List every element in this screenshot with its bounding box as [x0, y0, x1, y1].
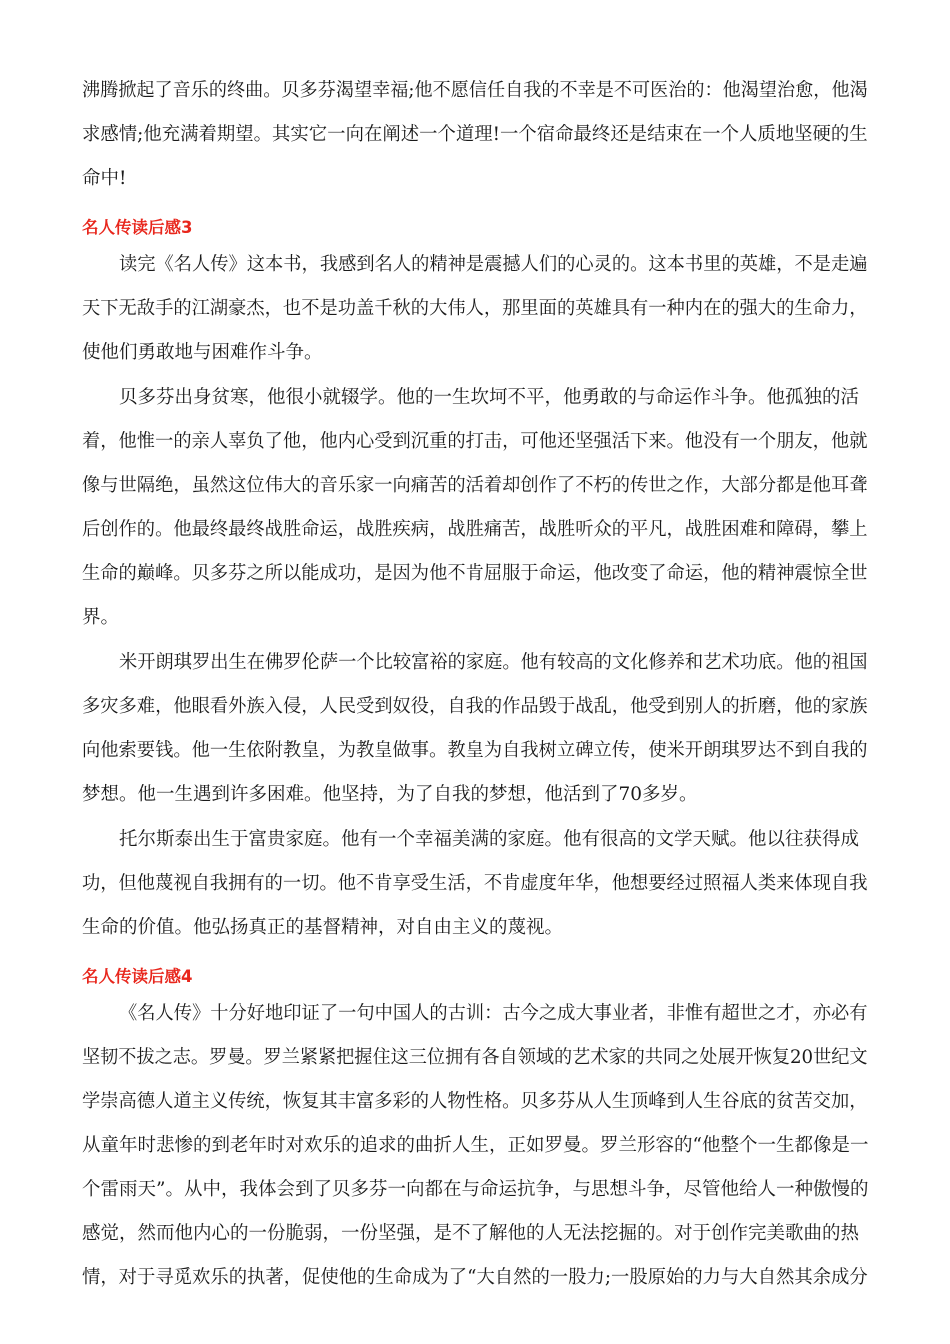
text-line: 命中!	[82, 168, 127, 189]
text-line: 托尔斯泰出生于富贵家庭。他有一个幸福美满的家庭。他有很高的文学天赋。他以往获得成	[119, 829, 860, 850]
text-line: 感觉，然而他内心的一份脆弱，一份坚强，是不了解他的人无法挖掘的。对于创作完美歌曲的热	[82, 1223, 860, 1244]
text-line: 梦想。他一生遇到许多困难。他坚持，为了自我的梦想，他活到了70多岁。	[82, 784, 698, 805]
text-line: 贝多芬出身贫寒，他很小就辍学。他的一生坎坷不平，他勇敢的与命运作斗争。他孤独的活	[119, 387, 860, 408]
text-line: 求感情;他充满着期望。其实它一向在阐述一个道理!一个宿命最终还是结束在一个人质地坚硬的生	[82, 124, 868, 145]
text-line: 天下无敌手的江湖豪杰，也不是功盖千秋的大伟人，那里面的英雄具有一种内在的强大的生命力，	[82, 298, 868, 319]
text-line: 坚韧不拔之志。罗曼。罗兰紧紧把握住这三位拥有各自领域的艺术家的共同之处展开恢复20世纪文	[82, 1047, 868, 1068]
text-line: 生命的价值。他弘扬真正的基督精神，对自由主义的蔑视。	[82, 917, 564, 938]
text-line: 功，但他蔑视自我拥有的一切。他不肯享受生活，不肯虚度年华，他想要经过照福人类来体现自我	[82, 873, 868, 894]
text-line: 着，他惟一的亲人辜负了他，他内心受到沉重的打击，可他还坚强活下来。他没有一个朋友，他就	[82, 431, 868, 452]
text-line: 界。	[82, 607, 120, 628]
text-line: 《名人传》十分好地印证了一句中国人的古训：古今之成大事业者，非惟有超世之才，亦必有	[119, 1003, 868, 1024]
text-line: 向他索要钱。他一生依附教皇，为教皇做事。教皇为自我树立碑立传，使米开朗琪罗达不到自我的	[82, 740, 868, 761]
text-line: 情，对于寻觅欢乐的执著，促使他的生命成为了“大自然的一股力;一股原始的力与大自然其余成分	[82, 1267, 868, 1288]
text-line: 后创作的。他最终最终战胜命运，战胜疾病，战胜痛苦，战胜听众的平凡，战胜困难和障碍，攀上	[82, 519, 868, 540]
text-line: 像与世隔绝，虽然这位伟大的音乐家一向痛苦的活着却创作了不朽的传世之作，大部分都是他耳聋	[82, 475, 868, 496]
section-heading: 名人传读后感3	[82, 218, 193, 237]
section-heading: 名人传读后感4	[82, 967, 193, 986]
text-line: 从童年时悲惨的到老年时对欢乐的追求的曲折人生，正如罗曼。罗兰形容的“他整个一生都像是一	[82, 1135, 869, 1156]
text-line: 沸腾掀起了音乐的终曲。贝多芬渴望幸福;他不愿信任自我的不幸是不可医治的：他渴望治愈，他渴	[82, 80, 868, 101]
text-line: 读完《名人传》这本书，我感到名人的精神是震撼人们的心灵的。这本书里的英雄，不是走遍	[119, 254, 868, 275]
text-line: 使他们勇敢地与困难作斗争。	[82, 342, 323, 363]
text-line: 多灾多难，他眼看外族入侵，人民受到奴役，自我的作品毁于战乱，他受到别人的折磨，他的家族	[82, 696, 868, 717]
text-line: 学崇高德人道主义传统，恢复其丰富多彩的人物性格。贝多芬从人生顶峰到人生谷底的贫苦交加，	[82, 1091, 868, 1112]
text-line: 个雷雨天”。从中，我体会到了贝多芬一向都在与命运抗争，与思想斗争，尽管他给人一种傲慢的	[82, 1179, 869, 1200]
text-line: 米开朗琪罗出生在佛罗伦萨一个比较富裕的家庭。他有较高的文化修养和艺术功底。他的祖国	[119, 652, 868, 673]
text-line: 生命的巅峰。贝多芬之所以能成功，是因为他不肯屈服于命运，他改变了命运，他的精神震惊全世	[82, 563, 868, 584]
